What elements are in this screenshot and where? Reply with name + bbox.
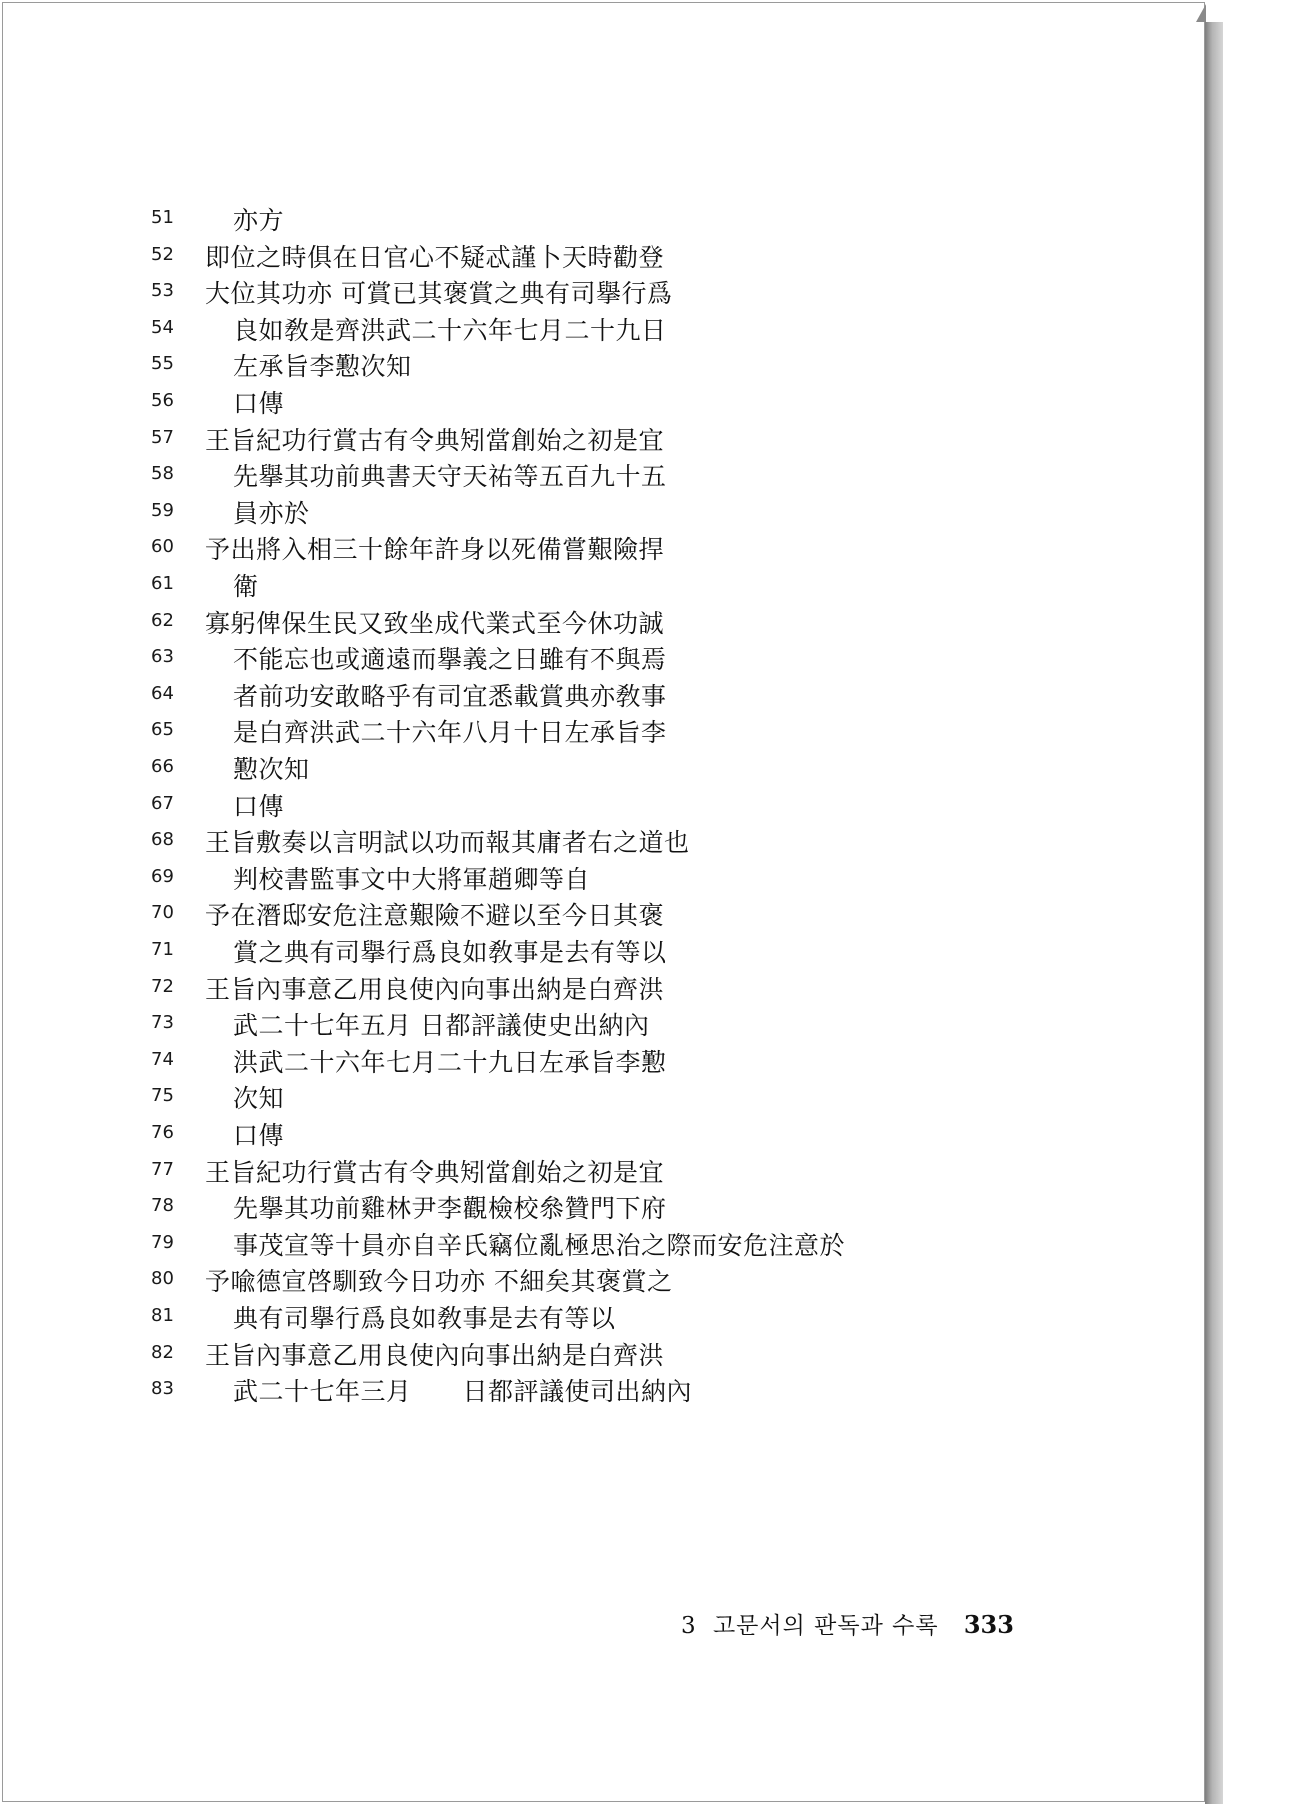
line-number: 61: [151, 573, 174, 594]
line-number: 52: [151, 243, 174, 265]
line-text: 先擧其功前雞林尹李觀檢校叅贊門下府: [233, 1194, 667, 1224]
line-number: 65: [151, 719, 174, 741]
line-number: 75: [151, 1085, 174, 1107]
text-line: [3, 1079, 1204, 1115]
text-line: [3, 274, 1204, 310]
line-text: 武二十七年五月 日都評議使史出納內: [233, 1011, 650, 1041]
text-line: [3, 1006, 1204, 1042]
line-text: 事茂宣等十員亦自辛氏竊位亂極思治之際而安危注意於: [233, 1230, 846, 1260]
line-text: 不能忘也或適遠而擧義之日雖有不與焉: [233, 645, 667, 675]
text-line: [3, 1189, 1204, 1225]
line-number: 58: [151, 463, 174, 485]
footer-page-number: 333: [963, 1610, 1014, 1639]
line-number: 62: [151, 609, 174, 631]
line-text: 口傳: [233, 791, 285, 821]
text-line: [3, 640, 1204, 676]
line-number: 63: [151, 646, 174, 668]
text-line: [3, 201, 1204, 237]
text-line: [3, 530, 1204, 566]
text-line: [3, 384, 1204, 420]
transcription-lines: [3, 3, 1204, 1801]
line-text: 予在潛邸安危注意艱險不避以至今日其褒: [205, 901, 665, 931]
line-number: 82: [151, 1341, 174, 1363]
line-text: 武二十七年三月 日都評議使司出納內: [233, 1377, 693, 1407]
line-number: 70: [151, 902, 174, 924]
line-number: 71: [151, 939, 174, 960]
text-line: [3, 1299, 1204, 1335]
line-number: 69: [151, 865, 174, 887]
text-line: [3, 860, 1204, 896]
line-number: 76: [151, 1122, 174, 1143]
text-line: [3, 311, 1204, 347]
text-line: [3, 1043, 1204, 1079]
text-line: [3, 823, 1204, 859]
line-number: 78: [151, 1195, 174, 1217]
line-number: 60: [151, 536, 174, 558]
line-text: 大位其功亦 可賞已其褒賞之典有司擧行爲: [205, 279, 673, 309]
line-number: 72: [151, 975, 174, 997]
text-line: [3, 238, 1204, 274]
line-number: 55: [151, 353, 174, 375]
text-line: [3, 1226, 1204, 1262]
line-number: 56: [151, 390, 174, 411]
line-text: 洪武二十六年七月二十九日左承旨李懃: [233, 1047, 667, 1077]
text-line: [3, 1262, 1204, 1298]
line-text: 寡躬俾保生民又致坐成代業式至今休功誠: [205, 608, 665, 638]
line-text: 即位之時俱在日官心不疑忒謹卜天時勸登: [205, 242, 665, 272]
line-text: 先擧其功前典書天守天祐等五百九十五: [233, 462, 667, 492]
text-line: [3, 604, 1204, 640]
line-text: 良如敎是齊洪武二十六年七月二十九日: [233, 315, 667, 345]
line-number: 66: [151, 756, 174, 777]
line-text: 予喩德宣啓馴致今日功亦 不細矣其褒賞之: [205, 1267, 673, 1297]
text-line: [3, 494, 1204, 530]
line-text: 王旨紀功行賞古有令典矧當創始之初是宜: [205, 1157, 665, 1187]
footer-chapter-number: 3: [681, 1613, 696, 1639]
line-number: 79: [151, 1231, 174, 1253]
line-number: 59: [151, 499, 174, 521]
text-line: [3, 457, 1204, 493]
line-text: 予出將入相三十餘年許身以死備嘗艱險捍: [205, 535, 665, 565]
text-line: [3, 896, 1204, 932]
line-number: 54: [151, 316, 174, 338]
line-number: 57: [151, 426, 174, 448]
document-page: [2, 2, 1205, 1802]
line-text: 王旨紀功行賞古有令典矧當創始之初是宜: [205, 425, 665, 455]
page-curl-corner: [1196, 4, 1206, 22]
line-number: 80: [151, 1268, 174, 1290]
line-number: 73: [151, 1012, 174, 1034]
line-number: 68: [151, 829, 174, 851]
line-number: 67: [151, 792, 174, 814]
line-number: 81: [151, 1305, 174, 1326]
line-text: 者前功安敢略乎有司宜悉載賞典亦敎事: [233, 681, 667, 711]
line-text: 衛: [233, 572, 259, 601]
line-text: 是白齊洪武二十六年八月十日左承旨李: [233, 718, 667, 748]
page-edge-shadow: [1205, 22, 1223, 1804]
line-text: 王旨敷奏以言明試以功而報其庸者右之道也: [205, 828, 690, 858]
line-number: 53: [151, 280, 174, 302]
line-text: 典有司擧行爲良如敎事是去有等以: [233, 1304, 616, 1333]
text-line: [3, 1153, 1204, 1189]
text-line: [3, 787, 1204, 823]
line-text: 口傳: [233, 1121, 285, 1150]
line-text: 員亦於: [233, 498, 310, 528]
line-text: 賞之典有司擧行爲良如敎事是去有等以: [233, 938, 667, 967]
text-line: [3, 347, 1204, 383]
line-text: 懃次知: [233, 755, 310, 784]
text-line: [3, 970, 1204, 1006]
footer-section-title: 고문서의 판독과 수록: [712, 1613, 939, 1639]
line-number: 77: [151, 1158, 174, 1180]
page-footer: [681, 1607, 1014, 1640]
line-text: 王旨內事意乙用良使內向事出納是白齊洪: [205, 974, 665, 1004]
text-line: [3, 933, 1204, 969]
text-line: [3, 421, 1204, 457]
text-line: [3, 1336, 1204, 1372]
text-line: [3, 567, 1204, 603]
text-line: [3, 713, 1204, 749]
text-line: [3, 750, 1204, 786]
text-line: [3, 677, 1204, 713]
line-number: 64: [151, 682, 174, 704]
text-line: [3, 1372, 1204, 1408]
line-number: 74: [151, 1048, 174, 1070]
line-text: 左承旨李懃次知: [233, 352, 412, 382]
line-text: 亦方: [233, 206, 285, 235]
line-text: 次知: [233, 1084, 285, 1114]
line-text: 王旨內事意乙用良使內向事出納是白齊洪: [205, 1340, 665, 1370]
line-text: 判校書監事文中大將軍趙卿等自: [233, 864, 591, 894]
text-line: [3, 1116, 1204, 1152]
line-number: 51: [151, 207, 174, 228]
line-number: 83: [151, 1378, 174, 1400]
line-text: 口傳: [233, 389, 285, 418]
